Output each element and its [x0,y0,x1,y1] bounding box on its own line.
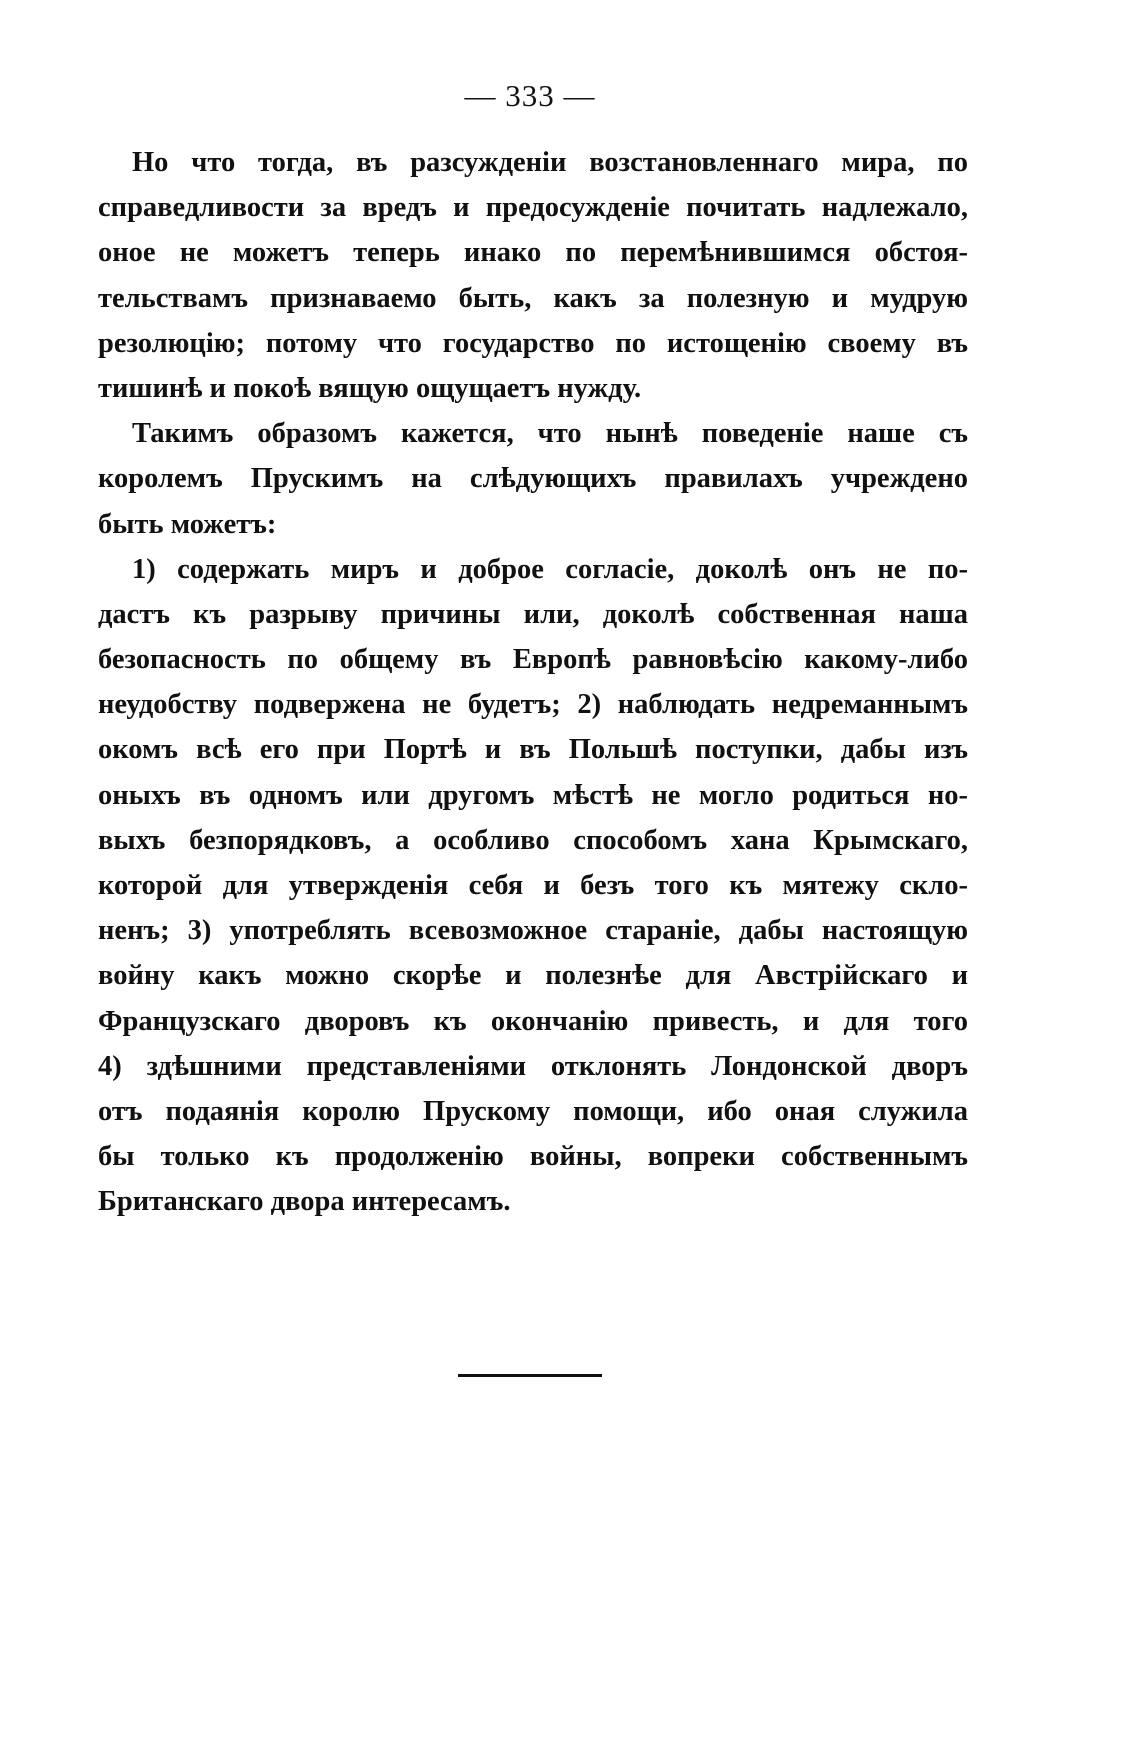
paragraph-line: тельствамъ признаваемо быть, какъ за полезную и мудрую [98,282,968,314]
paragraph-line: справедливости за вредъ и предосужденіе почитать надлежало, [98,192,968,224]
paragraph-line: быть можетъ: [98,508,277,540]
paragraph-line: резолюцію; потому что государство по истощенію своему въ [98,327,968,359]
page-number: — 333 — [464,78,596,113]
paragraph-line: Британскаго двора интересамъ. [98,1186,511,1218]
end-rule-divider [458,1374,602,1377]
paragraph-line: безопасность по общему въ Европѣ равновѣсію какому-либо [98,644,968,676]
paragraph-line: оныхъ въ одномъ или другомъ мѣстѣ не могло родиться но- [98,779,968,811]
paragraph-line: неудобству подвержена не будетъ; 2) наблюдать недреманнымъ [98,689,968,721]
paragraph-line: которой для утвержденія себя и безъ того къ мятежу скло- [98,870,968,901]
paragraph-line: Французскаго дворовъ къ окончанію привесть, и для того [98,1005,968,1037]
paragraph-line: 4) здѣшними представленіями отклонять Лондонской дворъ [98,1050,968,1082]
paragraph-line: выхъ безпорядковъ, а особливо способомъ хана Крымскаго, [98,824,968,856]
paragraph-line: тишинѣ и покоѣ вящую ощущаетъ нужду. [98,372,642,404]
paragraph-line: оное не можетъ теперь инако по перемѣнившимся обстоя- [98,237,968,269]
paragraph-1 [98,140,968,411]
paragraph-line: окомъ всѣ его при Портѣ и въ Польшѣ поступки, дабы изъ [98,734,968,766]
paragraph-line: королемъ Прускимъ на слѣдующихъ правилахъ учреждено [98,463,968,495]
paragraph-line: войну какъ можно скорѣе и полезнѣе для Австрійскаго и [98,960,968,992]
paragraph-line: Но что тогда, въ разсужденіи возстановленнаго мира, по [132,147,968,178]
body-text [98,140,968,1225]
paragraph-line: Такимъ образомъ кажется, что нынѣ поведеніе наше съ [132,418,968,450]
paragraph-line: 1) содержать миръ и доброе согласіе, доколѣ онъ не по- [132,553,968,585]
paragraph-line: дастъ къ разрыву причины или, доколѣ собственная наша [98,598,968,630]
paragraph-2 [98,411,968,547]
paragraph-line: бы только къ продолженію войны, вопреки собственнымъ [98,1141,968,1173]
paragraph-line: ненъ; 3) употреблять всевозможное стараніе, дабы настоящую [98,915,968,947]
paragraph-3 [98,547,968,1225]
paragraph-line: отъ подаянія королю Прускому помощи, ибо оная служила [98,1095,968,1127]
